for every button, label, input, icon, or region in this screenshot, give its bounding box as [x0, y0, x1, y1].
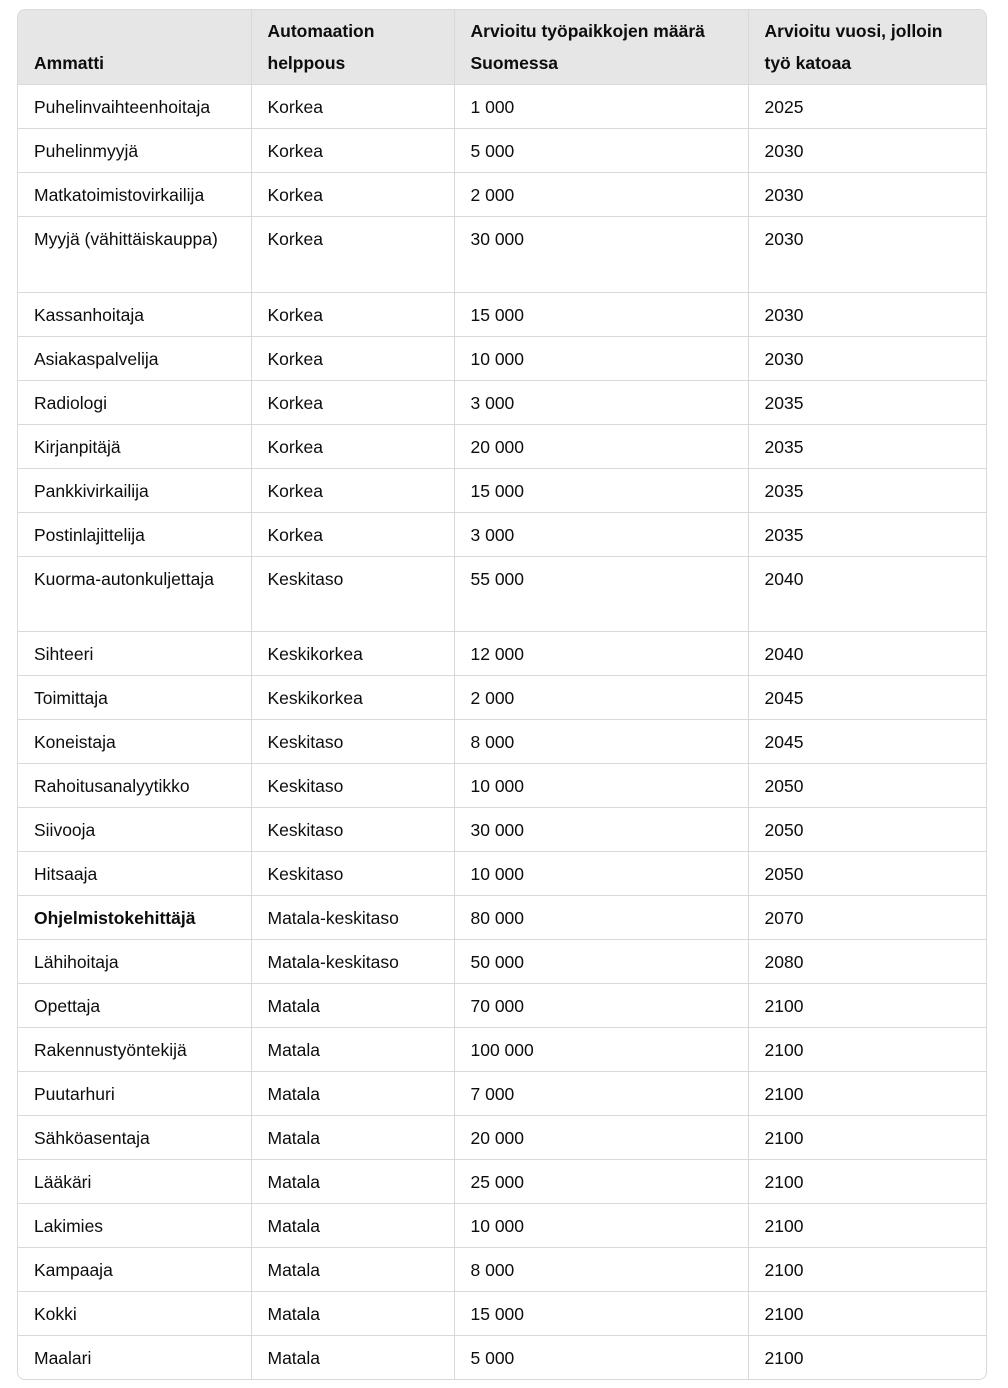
- cell-automation-ease: Korkea: [251, 424, 454, 468]
- table-row: [18, 173, 986, 217]
- cell-job-count: 10 000: [454, 1204, 748, 1248]
- cell-job-count: 10 000: [454, 336, 748, 380]
- header-automation-ease: Automaation helppous: [251, 10, 454, 85]
- table-body: [18, 85, 986, 1380]
- table-row: [18, 1160, 986, 1204]
- cell-occupation: Koneistaja: [18, 720, 251, 764]
- cell-automation-ease: Matala: [251, 1248, 454, 1292]
- cell-occupation: Toimittaja: [18, 676, 251, 720]
- cell-occupation: Myyjä (vähittäiskauppa): [18, 217, 251, 293]
- cell-automation-ease: Keskitaso: [251, 852, 454, 896]
- cell-occupation: Opettaja: [18, 984, 251, 1028]
- cell-disappear-year: 2030: [748, 173, 986, 217]
- cell-disappear-year: 2100: [748, 1292, 986, 1336]
- cell-automation-ease: Korkea: [251, 336, 454, 380]
- cell-job-count: 3 000: [454, 512, 748, 556]
- cell-job-count: 7 000: [454, 1072, 748, 1116]
- cell-job-count: 100 000: [454, 1028, 748, 1072]
- cell-disappear-year: 2030: [748, 217, 986, 293]
- cell-job-count: 30 000: [454, 808, 748, 852]
- cell-automation-ease: Matala: [251, 1028, 454, 1072]
- table-row: [18, 380, 986, 424]
- cell-automation-ease: Matala: [251, 1072, 454, 1116]
- cell-disappear-year: 2100: [764, 1348, 804, 1368]
- table-row: [18, 1072, 986, 1116]
- cell-disappear-year: 2030: [748, 129, 986, 173]
- table-row: [18, 808, 986, 852]
- cell-automation-ease: Matala: [251, 1204, 454, 1248]
- cell-disappear-year: 2050: [748, 852, 986, 896]
- cell-automation-ease: Korkea: [251, 512, 454, 556]
- cell-automation-ease: Keskitaso: [251, 556, 454, 632]
- cell-job-count: 1 000: [454, 85, 748, 129]
- cell-job-count: 5 000: [454, 1336, 748, 1380]
- cell-disappear-year: 2040: [748, 632, 986, 676]
- cell-job-count: 3 000: [454, 380, 748, 424]
- table-row: [18, 852, 986, 896]
- cell-job-count: 15 000: [454, 468, 748, 512]
- cell-automation-ease: Matala: [251, 1116, 454, 1160]
- cell-job-count: 25 000: [454, 1160, 748, 1204]
- cell-automation-ease: Keskikorkea: [251, 632, 454, 676]
- cell-automation-ease: Matala: [251, 1160, 454, 1204]
- cell-job-count: 55 000: [454, 556, 748, 632]
- cell-occupation: Puhelinmyyjä: [18, 129, 251, 173]
- cell-occupation: Postinlajittelija: [18, 512, 251, 556]
- cell-occupation: Rakennustyöntekijä: [18, 1028, 251, 1072]
- cell-disappear-year: 2040: [748, 556, 986, 632]
- cell-disappear-year: 2080: [748, 940, 986, 984]
- cell-disappear-year: 2100: [748, 1028, 986, 1072]
- cell-disappear-year: 2035: [748, 380, 986, 424]
- table-row: [18, 512, 986, 556]
- cell-job-count: 2 000: [454, 173, 748, 217]
- cell-automation-ease: Korkea: [251, 85, 454, 129]
- cell-disappear-year: 2050: [748, 764, 986, 808]
- cell-occupation: Lakimies: [18, 1204, 251, 1248]
- table-row: [18, 424, 986, 468]
- cell-job-count: 50 000: [454, 940, 748, 984]
- cell-disappear-year: 2050: [748, 808, 986, 852]
- cell-disappear-year: 2045: [748, 676, 986, 720]
- cell-occupation: Sihteeri: [18, 632, 251, 676]
- cell-disappear-year: 2030: [748, 336, 986, 380]
- cell-job-count: 80 000: [454, 896, 748, 940]
- cell-occupation: Asiakaspalvelija: [18, 336, 251, 380]
- table-row: [18, 1204, 986, 1248]
- cell-disappear-year: 2035: [748, 424, 986, 468]
- cell-disappear-year: 2100: [748, 1248, 986, 1292]
- cell-automation-ease: Matala: [251, 1292, 454, 1336]
- table-row: [18, 896, 986, 940]
- cell-disappear-year: 2025: [748, 85, 986, 129]
- header-job-count: Arvioitu työpaikkojen määrä Suomessa: [454, 10, 748, 85]
- cell-automation-ease: Matala: [251, 1336, 454, 1380]
- table-row: [18, 1028, 986, 1072]
- table-row: [18, 336, 986, 380]
- table-row: [18, 676, 986, 720]
- cell-occupation: Pankkivirkailija: [18, 468, 251, 512]
- cell-job-count: 30 000: [454, 217, 748, 293]
- cell-occupation: Ohjelmistokehittäjä: [18, 896, 251, 940]
- cell-disappear-year: 2100: [748, 1204, 986, 1248]
- table-row: [18, 1116, 986, 1160]
- cell-job-count: 8 000: [454, 1248, 748, 1292]
- header-disappear-year: Arvioitu vuosi, jolloin työ katoaa: [748, 10, 986, 85]
- cell-occupation: Siivooja: [18, 808, 251, 852]
- table-row: [18, 1336, 986, 1380]
- header-row: [18, 10, 986, 85]
- cell-occupation: Radiologi: [18, 380, 251, 424]
- table-row: [18, 984, 986, 1028]
- cell-occupation: Kampaaja: [18, 1248, 251, 1292]
- cell-occupation: Kuorma-autonkuljettaja: [18, 556, 251, 632]
- cell-occupation: Puutarhuri: [18, 1072, 251, 1116]
- cell-automation-ease: Keskitaso: [251, 720, 454, 764]
- cell-occupation: Sähköasentaja: [18, 1116, 251, 1160]
- cell-occupation: Hitsaaja: [18, 852, 251, 896]
- table-row: [18, 129, 986, 173]
- cell-job-count: 20 000: [454, 424, 748, 468]
- cell-occupation: Matkatoimistovirkailija: [18, 173, 251, 217]
- cell-job-count: 15 000: [454, 292, 748, 336]
- cell-job-count: 5 000: [454, 129, 748, 173]
- table-row: [18, 1248, 986, 1292]
- cell-job-count: 8 000: [454, 720, 748, 764]
- cell-automation-ease: Korkea: [251, 129, 454, 173]
- cell-occupation: Kassanhoitaja: [18, 292, 251, 336]
- cell-occupation: Maalari: [18, 1336, 251, 1380]
- cell-automation-ease: Korkea: [251, 380, 454, 424]
- cell-automation-ease: Korkea: [251, 292, 454, 336]
- table-row: [18, 217, 986, 293]
- cell-automation-ease: Matala: [251, 984, 454, 1028]
- cell-automation-ease: Matala-keskitaso: [251, 940, 454, 984]
- cell-disappear-year: 2100: [748, 984, 986, 1028]
- cell-occupation: Kokki: [18, 1292, 251, 1336]
- cell-automation-ease: Korkea: [251, 217, 454, 293]
- jobs-automation-table-container: [17, 9, 987, 1380]
- table-row: [18, 1292, 986, 1336]
- cell-occupation: Kirjanpitäjä: [18, 424, 251, 468]
- table-row: [18, 940, 986, 984]
- table-row: [18, 468, 986, 512]
- cell-occupation: Rahoitusanalyytikko: [18, 764, 251, 808]
- cell-job-count: 15 000: [454, 1292, 748, 1336]
- cell-disappear-year: 2035: [748, 468, 986, 512]
- cell-automation-ease: Korkea: [251, 173, 454, 217]
- jobs-automation-table: [18, 10, 986, 1379]
- cell-automation-ease: Keskitaso: [251, 764, 454, 808]
- cell-disappear-year: 2100: [748, 1116, 986, 1160]
- cell-disappear-year: 2070: [748, 896, 986, 940]
- cell-disappear-year: 2035: [748, 512, 986, 556]
- cell-automation-ease: Keskitaso: [251, 808, 454, 852]
- cell-disappear-year: 2100: [748, 1072, 986, 1116]
- cell-job-count: 12 000: [454, 632, 748, 676]
- table-row: [18, 632, 986, 676]
- table-row: [18, 292, 986, 336]
- cell-disappear-year: 2045: [748, 720, 986, 764]
- cell-disappear-year: 2030: [748, 292, 986, 336]
- cell-automation-ease: Keskikorkea: [251, 676, 454, 720]
- cell-job-count: 10 000: [454, 764, 748, 808]
- cell-occupation: Lähihoitaja: [18, 940, 251, 984]
- table-header: [18, 10, 986, 85]
- cell-job-count: 20 000: [454, 1116, 748, 1160]
- cell-disappear-year: 2100: [748, 1160, 986, 1204]
- cell-automation-ease: Matala-keskitaso: [251, 896, 454, 940]
- header-occupation: Ammatti: [18, 10, 251, 85]
- cell-job-count: 70 000: [454, 984, 748, 1028]
- cell-job-count: 10 000: [454, 852, 748, 896]
- table-row: [18, 720, 986, 764]
- cell-occupation: Lääkäri: [18, 1160, 251, 1204]
- cell-automation-ease: Korkea: [251, 468, 454, 512]
- table-row: [18, 764, 986, 808]
- table-row: [18, 85, 986, 129]
- table-row: [18, 556, 986, 632]
- cell-job-count: 2 000: [454, 676, 748, 720]
- cell-occupation: Puhelinvaihteenhoitaja: [18, 85, 251, 129]
